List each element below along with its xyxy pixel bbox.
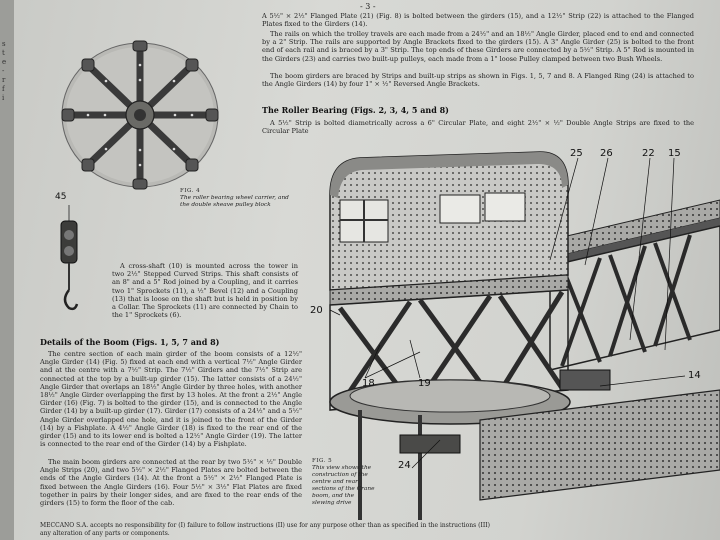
boom-details-heading: Details of the Boom (Figs. 1, 5, 7 and 8) bbox=[40, 337, 220, 347]
boom-paragraph-1: The centre section of each main girder of the boom consists of a 12½" Angle Girder (14) (Fig. 5) fixed at each end with a vertical 7½" Angle Girder and at the centre with a 7½" Strip. The 7½" Girders and the 7½" Strip are connected at the top by a built-up girder (15). The latter consists of a 24½" Angle Girder that overlaps an 18½" Angle Girder by three holes, with another 18½" Angle Girder overlapping the first by 13 holes. At the front a 2½" Angle Girder (16) (Fig. 7) is bolted to the girder (15), and is connected to the Angle Girder (14) by a built-up girder (17). Girder (17) consists of a 24½" and a 5½" Angle Girder overlapped one hole, and it is joined to the front of the Girder (14) by a Fishplate. A 4½" Angle Girder (18) is fixed to the rear end of the girder (15) and to its lower end is bolted a 12½" Angle Girder (19). The latter is connected to the rear end of the Girder (14) by a Fishplate. bbox=[40, 350, 302, 449]
roller-bearing-heading: The Roller Bearing (Figs. 2, 3, 4, 5 and 8) bbox=[262, 105, 449, 115]
previous-page-edge bbox=[0, 0, 14, 540]
boom-braced-paragraph: The boom girders are braced by Strips and built-up strips as shown in Figs. 1, 5, 7 and 8. A Flanged Ring (24) is attached to the Angle Girders (14) by four 1" × ½" Reversed Angle Brackets. bbox=[262, 72, 694, 89]
roller-bearing-paragraph: A 5½" Strip is bolted diametrically across a 6" Circular Plate, and eight 2½" × ½" Double Angle Strips are fixed to the Circular Plate bbox=[262, 119, 694, 136]
fig5-label-25: 25 bbox=[570, 148, 583, 159]
cross-shaft-paragraph: A cross-shaft (10) is mounted across the tower in two 2½" Stepped Curved Strips. This shaft consists of an 8" and a 5" Rod joined by a Coupling, and it carries two 1" Sprockets (11), a ½" Bevel (12) and a Coupling (13) that is loose on the shaft but is held in position by a Collar. The Sprockets (11) are connected by Chain to the 1" Sprockets (6). bbox=[112, 262, 298, 320]
fig5-label-20: 20 bbox=[310, 305, 323, 316]
page-number: - 3 - bbox=[360, 2, 376, 11]
fig5-label-22: 22 bbox=[642, 148, 655, 159]
fig5-label-19: 19 bbox=[418, 378, 431, 389]
fig4-number: FIG. 4 bbox=[180, 188, 201, 194]
fig5-number: FIG. 5 bbox=[312, 458, 333, 464]
top-paragraph: A 5½" × 2½" Flanged Plate (21) (Fig. 8) is bolted between the girders (15), and a 12½" Strip (22) is attached to the Flanged Plates fixed to the Girders (14). bbox=[262, 12, 694, 29]
previous-page-edge-text: s t e - r f i bbox=[2, 40, 7, 102]
fig5-label-26: 26 bbox=[600, 148, 613, 159]
fig4-wheel-carrier-illustration bbox=[40, 35, 240, 205]
fig5-label-18: 18 bbox=[362, 378, 375, 389]
fig4-caption-text: The roller bearing wheel carrier, and the double sheave pulley block bbox=[180, 195, 289, 208]
disclaimer-footer: MECCANO S.A. accepts no responsibility for (I) failure to follow instructions (II) use for any purpose other than as specified in the instructions (III) any alteration of any parts or components. bbox=[40, 522, 490, 537]
pulley-block-illustration bbox=[55, 205, 85, 315]
rails-paragraph: The rails on which the trolley travels are each made from a 24½" and an 18½" Angle Girder, placed end to end and connected by a 2" Strip. The rails are supported by Angle Brackets fixed to the girders (15). A 3" Angle Girder (25) is bolted to the front end of each rail and is braced by a 3" Strip. The top ends of these Girders are connected by a 5½" Strip. A 5" Rod is mounted in the Girders (23) and carries two built-up pulleys, each made from a 1" loose Pulley clamped between two Bush Wheels. bbox=[262, 30, 694, 63]
fig5-label-14: 14 bbox=[688, 370, 701, 381]
fig4-part-label-45: 45 bbox=[55, 192, 67, 202]
fig5-caption bbox=[312, 458, 376, 507]
fig5-label-15: 15 bbox=[668, 148, 681, 159]
boom-paragraph-2: The main boom girders are connected at the rear by two 5½" × ½" Double Angle Strips (20), and two 5½" × 2½" Flanged Plates are bolted between the ends of the Angle Girders (14). At the front a 5½" × 2½" Flanged Plate is fixed between the Angle Girders (16). Four 5½" × 3½" Flat Plates are fixed together in pairs by their longer sides, and are fixed to the rear ends of the girders (15) to form the floor of the cab. bbox=[40, 458, 302, 508]
fig5-label-24: 24 bbox=[398, 460, 411, 471]
fig5-caption-text: This view shows the construction of the centre and rear sections of the Crane boom, and the slewing drive bbox=[312, 465, 375, 506]
fig4-caption bbox=[180, 188, 290, 209]
